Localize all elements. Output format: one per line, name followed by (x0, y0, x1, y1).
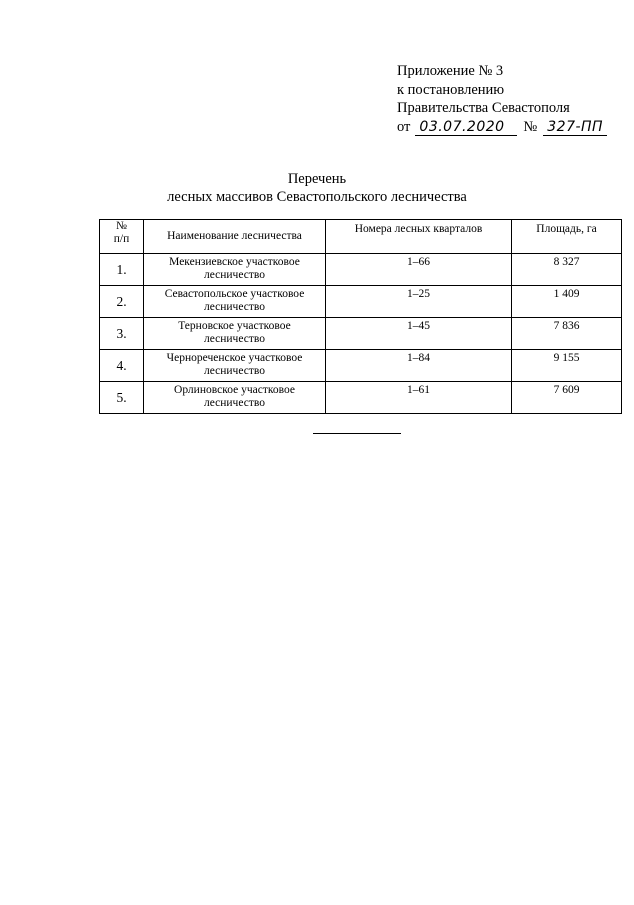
row-name-line1: Орлиновское участковое (174, 384, 295, 396)
row-name-line2: лесничество (204, 333, 265, 345)
number-sign: № (523, 118, 538, 135)
header-number-line1: № (116, 220, 127, 232)
table-row (100, 350, 622, 382)
table-row (100, 318, 622, 350)
table-row (100, 254, 622, 286)
document-heading (0, 170, 634, 206)
row-number: 1. (100, 254, 144, 286)
end-divider (313, 433, 401, 434)
handwritten-date: 03.07.2020 (415, 120, 517, 136)
forest-table (99, 219, 622, 414)
row-name-line1: Чернореченское участковое (166, 352, 303, 364)
appendix-title: Приложение № 3 (397, 63, 504, 79)
row-quarters: 1–84 (326, 350, 512, 382)
row-number: 5. (100, 382, 144, 414)
row-name-line2: лесничество (204, 365, 265, 377)
date-prefix: от (397, 118, 411, 135)
header-number-line2: п/п (113, 233, 130, 245)
row-number: 2. (100, 286, 144, 318)
row-name (144, 350, 326, 382)
row-name-line2: лесничество (204, 301, 265, 313)
row-name-line1: Мекензиевское участковое (169, 256, 300, 268)
table-row (100, 286, 622, 318)
heading-subtitle: лесных массивов Севастопольского лесничества (167, 189, 467, 205)
row-number: 3. (100, 318, 144, 350)
appendix-line-resolution: к постановлению (397, 81, 505, 98)
row-name (144, 318, 326, 350)
row-area: 1 409 (512, 286, 622, 318)
row-name (144, 286, 326, 318)
header-number (100, 220, 144, 254)
row-area: 9 155 (512, 350, 622, 382)
row-name-line1: Терновское участковое (178, 320, 291, 332)
header-area: Площадь, га (512, 220, 622, 254)
table-row (100, 382, 622, 414)
row-name-line2: лесничество (204, 269, 265, 281)
row-area: 7 609 (512, 382, 622, 414)
header-name: Наименование лесничества (144, 220, 326, 254)
row-quarters: 1–45 (326, 318, 512, 350)
row-name-line1: Севастопольское участковое (164, 288, 305, 300)
appendix-block (397, 62, 622, 136)
row-name (144, 382, 326, 414)
appendix-date-number-line (397, 118, 622, 137)
row-quarters: 1–61 (326, 382, 512, 414)
appendix-line-government: Правительства Севастополя (397, 100, 570, 116)
header-quarters: Номера лесных кварталов (326, 220, 512, 254)
row-area: 8 327 (512, 254, 622, 286)
row-name (144, 254, 326, 286)
row-area: 7 836 (512, 318, 622, 350)
handwritten-number: 327-ПП (543, 120, 607, 136)
row-number: 4. (100, 350, 144, 382)
heading-title: Перечень (287, 171, 347, 187)
row-name-line2: лесничество (204, 397, 265, 409)
row-quarters: 1–25 (326, 286, 512, 318)
row-quarters: 1–66 (326, 254, 512, 286)
table-header-row (100, 220, 622, 254)
